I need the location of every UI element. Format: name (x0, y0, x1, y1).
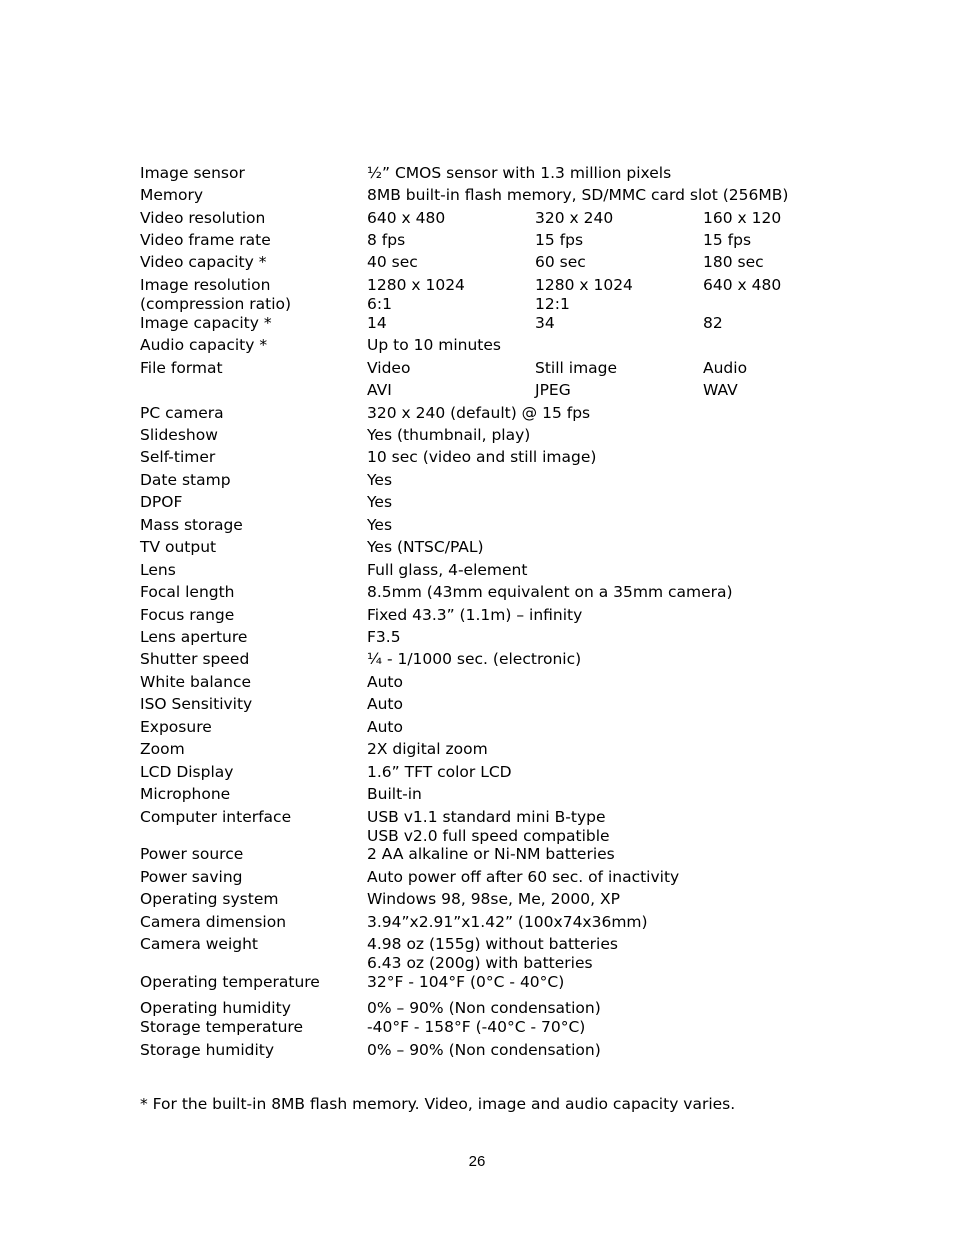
spec-label: Image sensor (140, 164, 245, 182)
spec-value: Full glass, 4-element (367, 561, 528, 579)
spec-row (140, 913, 840, 933)
spec-row (140, 763, 840, 783)
spec-value: USB v2.0 full speed compatible (367, 827, 610, 845)
spec-label: LCD Display (140, 763, 234, 781)
spec-row (140, 1018, 840, 1038)
spec-row (140, 740, 840, 760)
spec-value: -40°F - 158°F (-40°C - 70°C) (367, 1018, 586, 1036)
spec-row (140, 808, 840, 828)
spec-value: Fixed 43.3” (1.1m) – infinity (367, 606, 583, 624)
spec-row (140, 583, 840, 603)
spec-value: 8 fps (367, 231, 406, 249)
spec-value: 320 x 240 (default) @ 15 fps (367, 404, 591, 422)
spec-label: Mass storage (140, 516, 243, 534)
spec-row (140, 253, 840, 273)
spec-value: Yes (367, 471, 393, 489)
spec-value: 6:1 (367, 295, 392, 313)
spec-label: (compression ratio) (140, 295, 292, 313)
spec-value: 8.5mm (43mm equivalent on a 35mm camera) (367, 583, 733, 601)
spec-value: AVI (367, 381, 392, 399)
spec-row (140, 935, 840, 955)
spec-value-2: JPEG (535, 381, 571, 399)
spec-value-2: Still image (535, 359, 618, 377)
spec-row (140, 471, 840, 491)
spec-row (140, 650, 840, 670)
spec-row (140, 314, 840, 334)
spec-label: Storage humidity (140, 1041, 275, 1059)
spec-value: Auto (367, 695, 403, 713)
spec-row (140, 868, 840, 888)
spec-row (140, 628, 840, 648)
spec-row (140, 186, 840, 206)
spec-row (140, 538, 840, 558)
spec-value-2: 15 fps (535, 231, 584, 249)
spec-value: 1280 x 1024 (367, 276, 465, 294)
spec-label: Power saving (140, 868, 243, 886)
spec-value: 10 sec (video and still image) (367, 448, 597, 466)
spec-value-3: WAV (703, 381, 738, 399)
spec-label: Memory (140, 186, 204, 204)
spec-row (140, 606, 840, 626)
page-number: 26 (468, 1153, 486, 1170)
spec-value: 0% – 90% (Non condensation) (367, 1041, 601, 1059)
spec-row (140, 426, 840, 446)
spec-row (140, 231, 840, 251)
spec-value-2: 60 sec (535, 253, 586, 271)
spec-label: Operating temperature (140, 973, 320, 991)
spec-value-3: Audio (703, 359, 748, 377)
spec-label: Shutter speed (140, 650, 250, 668)
spec-row (140, 276, 840, 296)
spec-value: Windows 98, 98se, Me, 2000, XP (367, 890, 620, 908)
spec-value: 0% – 90% (Non condensation) (367, 999, 601, 1017)
spec-label: Zoom (140, 740, 185, 758)
spec-label: Focus range (140, 606, 235, 624)
spec-value: Auto (367, 718, 403, 736)
spec-value: Video (367, 359, 411, 377)
spec-label: Video resolution (140, 209, 266, 227)
spec-label: Date stamp (140, 471, 231, 489)
spec-label: Lens (140, 561, 176, 579)
spec-value: 1.6” TFT color LCD (367, 763, 512, 781)
spec-row (140, 381, 840, 401)
spec-label: Microphone (140, 785, 231, 803)
spec-label: Camera weight (140, 935, 259, 953)
spec-row (140, 336, 840, 356)
spec-row (140, 404, 840, 424)
spec-value: USB v1.1 standard mini B-type (367, 808, 606, 826)
spec-value: 3.94”x2.91”x1.42” (100x74x36mm) (367, 913, 648, 931)
spec-value-3: 82 (703, 314, 723, 332)
spec-label: PC camera (140, 404, 224, 422)
spec-label: Exposure (140, 718, 212, 736)
spec-row (140, 209, 840, 229)
spec-row (140, 1041, 840, 1061)
footnote: * For the built-in 8MB flash memory. Video, image and audio capacity varies. (140, 1095, 736, 1113)
spec-label: Operating system (140, 890, 279, 908)
spec-value-3: 180 sec (703, 253, 764, 271)
spec-label: Computer interface (140, 808, 292, 826)
spec-value-2: 320 x 240 (535, 209, 614, 227)
spec-label: DPOF (140, 493, 183, 511)
spec-value: Yes (thumbnail, play) (367, 426, 531, 444)
spec-row (140, 448, 840, 468)
spec-row (140, 673, 840, 693)
spec-row (140, 785, 840, 805)
spec-value: 4.98 oz (155g) without batteries (367, 935, 618, 953)
spec-value-2: 34 (535, 314, 555, 332)
spec-value: Built-in (367, 785, 422, 803)
spec-value: Auto (367, 673, 403, 691)
spec-row (140, 827, 840, 847)
spec-row (140, 695, 840, 715)
spec-row (140, 999, 840, 1019)
spec-value: 32°F - 104°F (0°C - 40°C) (367, 973, 565, 991)
spec-row (140, 718, 840, 738)
spec-label: Image resolution (140, 276, 271, 294)
spec-value: 2 AA alkaline or Ni-NM batteries (367, 845, 615, 863)
spec-value: Up to 10 minutes (367, 336, 501, 354)
spec-value-2: 12:1 (535, 295, 570, 313)
spec-value-3: 15 fps (703, 231, 752, 249)
spec-label: Slideshow (140, 426, 218, 444)
spec-value: 6.43 oz (200g) with batteries (367, 954, 593, 972)
spec-label: Video capacity * (140, 253, 267, 271)
spec-row (140, 954, 840, 974)
spec-label: Focal length (140, 583, 235, 601)
spec-value-2: 1280 x 1024 (535, 276, 633, 294)
spec-row (140, 973, 840, 993)
spec-row (140, 164, 840, 184)
spec-value: ½” CMOS sensor with 1.3 million pixels (367, 164, 672, 182)
spec-row (140, 493, 840, 513)
spec-value: 640 x 480 (367, 209, 446, 227)
spec-row (140, 359, 840, 379)
spec-value: 8MB built-in flash memory, SD/MMC card slot (256MB) (367, 186, 789, 204)
spec-label: Video frame rate (140, 231, 271, 249)
spec-label: Power source (140, 845, 244, 863)
spec-label: Self-timer (140, 448, 216, 466)
spec-label: Camera dimension (140, 913, 287, 931)
spec-value: Auto power off after 60 sec. of inactivity (367, 868, 680, 886)
spec-label: Lens aperture (140, 628, 248, 646)
spec-row (140, 516, 840, 536)
spec-row (140, 295, 840, 315)
spec-value-3: 160 x 120 (703, 209, 782, 227)
spec-value: F3.5 (367, 628, 401, 646)
spec-value: ¼ - 1/1000 sec. (electronic) (367, 650, 582, 668)
spec-value: Yes (NTSC/PAL) (367, 538, 484, 556)
spec-row (140, 561, 840, 581)
spec-row (140, 890, 840, 910)
spec-label: White balance (140, 673, 252, 691)
spec-value-3: 640 x 480 (703, 276, 782, 294)
spec-value: Yes (367, 493, 393, 511)
spec-label: File format (140, 359, 223, 377)
spec-label: Image capacity * (140, 314, 272, 332)
spec-row (140, 845, 840, 865)
spec-label: ISO Sensitivity (140, 695, 253, 713)
spec-value: 14 (367, 314, 387, 332)
spec-value: Yes (367, 516, 393, 534)
spec-label: Operating humidity (140, 999, 291, 1017)
spec-label: TV output (140, 538, 217, 556)
spec-label: Audio capacity * (140, 336, 268, 354)
spec-value: 40 sec (367, 253, 418, 271)
spec-value: 2X digital zoom (367, 740, 488, 758)
spec-label: Storage temperature (140, 1018, 303, 1036)
